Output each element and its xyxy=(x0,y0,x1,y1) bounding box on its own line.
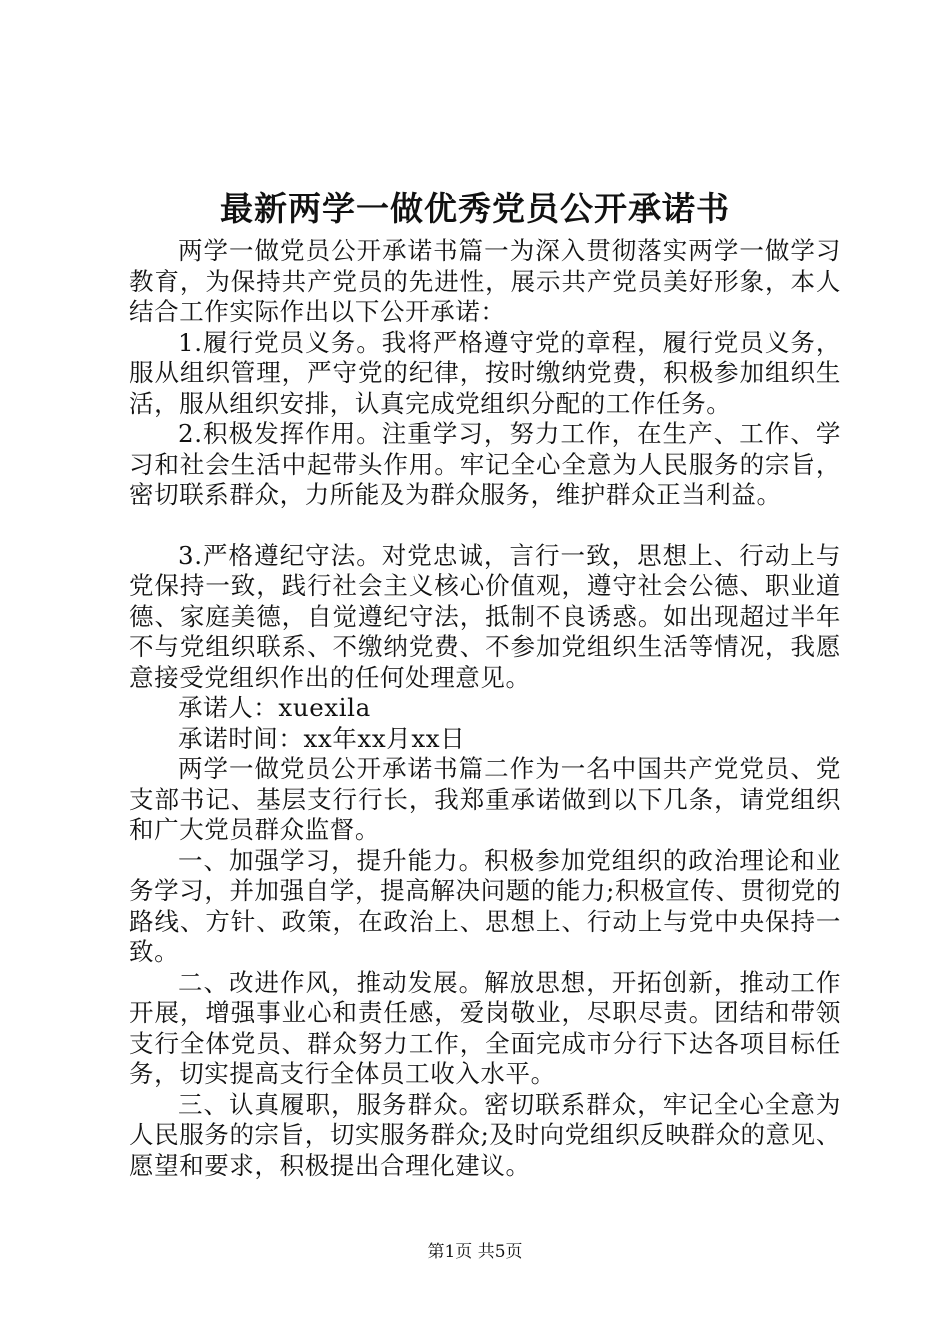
paragraph-item-3: 3.严格遵纪守法。对党忠诚，言行一致，思想上、行动上与党保持一致，践行社会主义核心价值观，遵守社会公德、职业道德、家庭美德，自觉遵纪守法，抵制不良诱惑。如出现超过半年不与党组织联系、不缴纳党费、不参加党组织生活等情况，我愿意接受党组织作出的任何处理意见。 xyxy=(129,540,841,692)
paragraph-point-one: 一、加强学习，提升能力。积极参加党组织的政治理论和业务学习，并加强自学，提高解决问题的能力;积极宣传、贯彻党的路线、方针、政策，在政治上、思想上、行动上与党中央保持一致。 xyxy=(129,845,841,966)
document-title: 最新两学一做优秀党员公开承诺书 xyxy=(220,189,730,228)
document-body xyxy=(129,236,841,1181)
paragraph-item-2: 2.积极发挥作用。注重学习，努力工作，在生产、工作、学习和社会生活中起带头作用。牢记全心全意为人民服务的宗旨，密切联系群众，力所能及为群众服务，维护群众正当利益。 xyxy=(129,419,841,509)
page-footer: 第1页 共5页 xyxy=(427,1242,523,1262)
promisor-line: 承诺人：xuexila xyxy=(178,693,371,722)
paragraph-item-1: 1.履行党员义务。我将严格遵守党的章程，履行党员义务，服从组织管理，严守党的纪律，按时缴纳党费，积极参加组织生活，服从组织安排，认真完成党组织分配的工作任务。 xyxy=(129,327,841,418)
promise-date-line: 承诺时间：xx年xx月xx日 xyxy=(178,723,466,753)
paragraph-part-two-intro: 两学一做党员公开承诺书篇二作为一名中国共产党党员、党支部书记、基层支行行长，我郑重承诺做到以下几条，请党组织和广大党员群众监督。 xyxy=(129,754,841,844)
paragraph-point-two: 二、改进作风，推动发展。解放思想，开拓创新，推动工作开展，增强事业心和责任感，爱岗敬业，尽职尽责。团结和带领支行全体党员、群众努力工作，全面完成市分行下达各项目标任务，切实提高支行全体员工收入水平。 xyxy=(129,967,841,1088)
paragraph-point-three: 三、认真履职，服务群众。密切联系群众，牢记全心全意为人民服务的宗旨，切实服务群众;及时向党组织反映群众的意见、愿望和要求，积极提出合理化建议。 xyxy=(129,1089,841,1180)
paragraph-intro: 两学一做党员公开承诺书篇一为深入贯彻落实两学一做学习教育，为保持共产党员的先进性，展示共产党员美好形象，本人结合工作实际作出以下公开承诺： xyxy=(129,236,841,326)
